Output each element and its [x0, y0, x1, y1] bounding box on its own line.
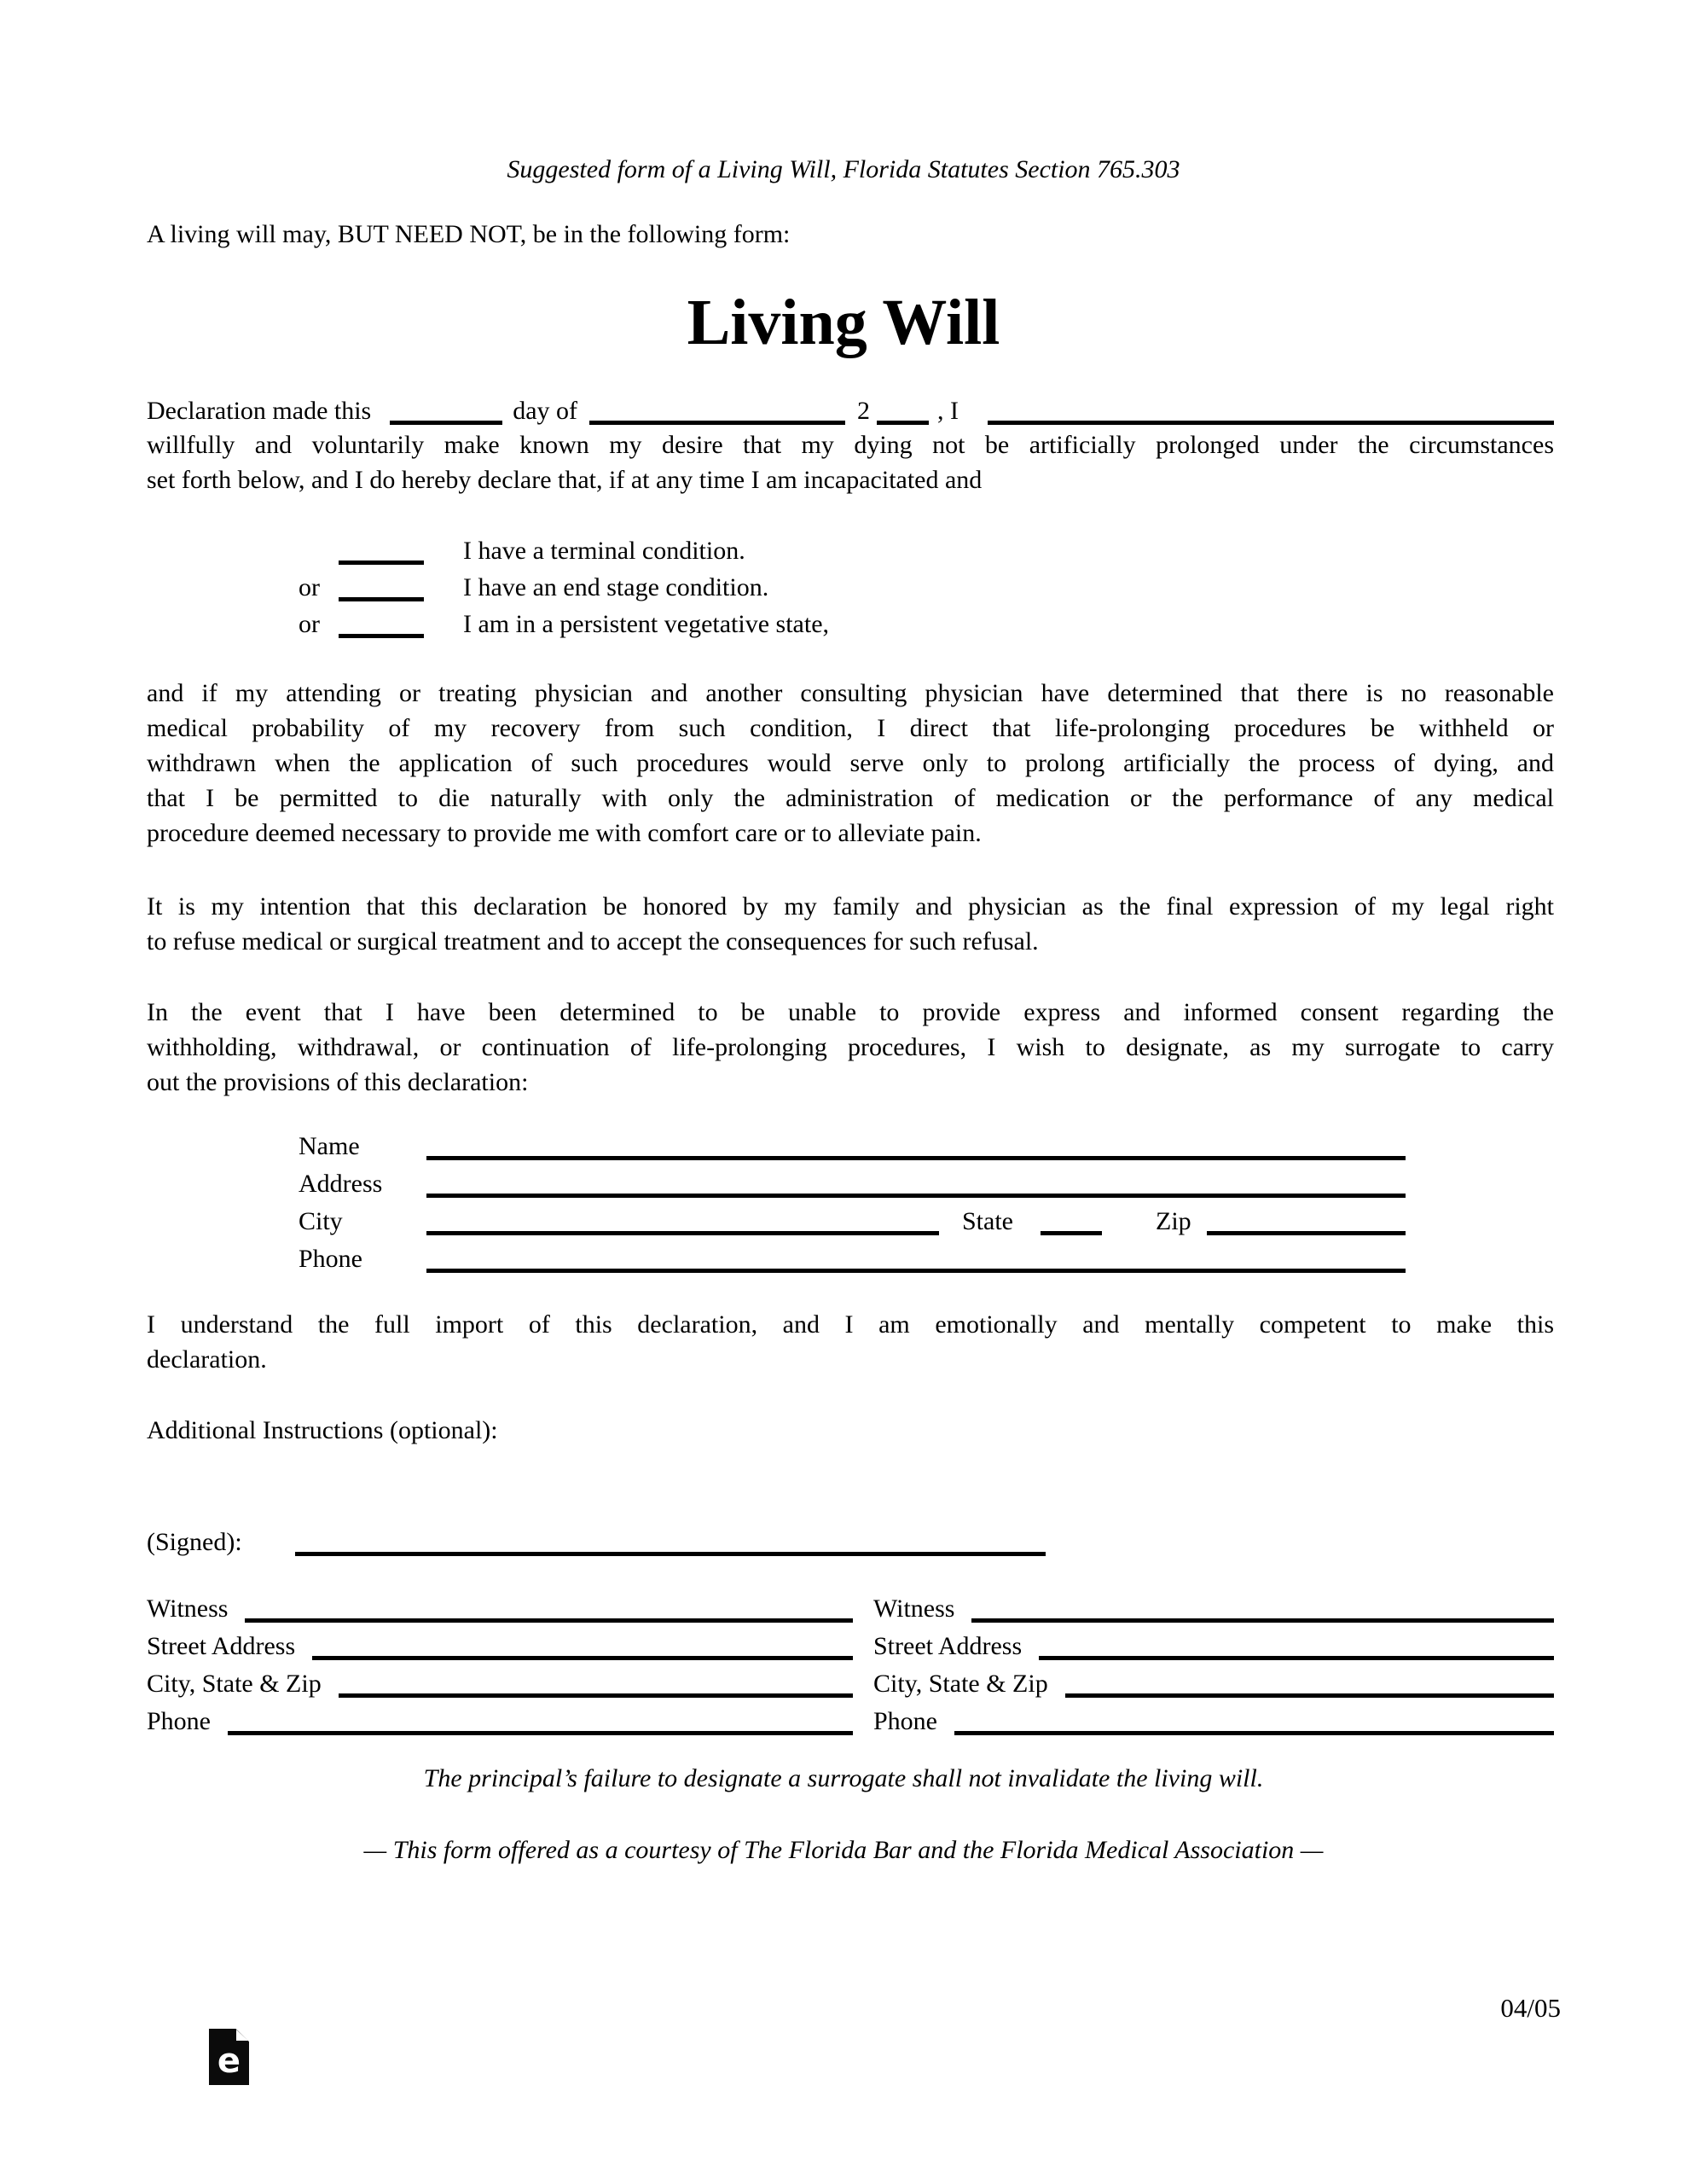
- witness2-city-field[interactable]: [1065, 1671, 1554, 1698]
- witness1-phone-field[interactable]: [228, 1709, 853, 1735]
- competency-line: I understand the full import of this declaration, and I am emotionally and mentally competent to make this: [147, 1310, 1554, 1339]
- footer-note-courtesy: — This form offered as a courtesy of The Florida Bar and the Florida Medical Association —: [363, 1836, 1324, 1864]
- witness1-city-row: [147, 1665, 853, 1703]
- witness1-name-row: [147, 1590, 853, 1628]
- condition-row-vegetative: [147, 606, 1554, 642]
- logo-letter: e: [217, 2042, 241, 2081]
- surrogate-name-row: [299, 1128, 1406, 1165]
- intro-text: A living will may, BUT NEED NOT, be in the following form:: [147, 220, 791, 248]
- witness1-city-field[interactable]: [339, 1671, 853, 1698]
- street-address-label: Street Address: [873, 1632, 1023, 1660]
- witness2-street-row: [873, 1628, 1554, 1665]
- surrogate-state-field[interactable]: [1041, 1209, 1102, 1235]
- determination-line: procedure deemed necessary to provide me with comfort care or to alleviate pain.: [147, 819, 982, 847]
- determination-line: withdrawn when the application of such procedures would serve only to prolong artificially the process of dying, and: [147, 749, 1554, 777]
- surrogate-fields-block: [299, 1128, 1406, 1278]
- condition-label: I am in a persistent vegetative state,: [463, 610, 830, 638]
- witness2-city-row: [873, 1665, 1554, 1703]
- signed-row: [147, 1524, 1554, 1561]
- condition-label: I have an end stage condition.: [463, 573, 769, 601]
- determination-line: and if my attending or treating physician and another consulting physician have determined that there is no reasonable: [147, 679, 1554, 707]
- address-label: Address: [299, 1170, 383, 1198]
- witness2-name-field[interactable]: [971, 1596, 1554, 1623]
- zip-label: Zip: [1156, 1207, 1191, 1235]
- witness-label: Witness: [147, 1594, 229, 1623]
- surrogate-line: out the provisions of this declaration:: [147, 1068, 529, 1096]
- witness1-phone-row: [147, 1703, 853, 1740]
- surrogate-city-field[interactable]: [426, 1209, 939, 1235]
- witness2-street-field[interactable]: [1039, 1634, 1554, 1660]
- intention-line: to refuse medical or surgical treatment and to accept the consequences for such refusal.: [147, 927, 1039, 956]
- determination-paragraph: [147, 676, 1554, 851]
- witness2-phone-field[interactable]: [954, 1709, 1554, 1735]
- competency-line: declaration.: [147, 1345, 267, 1374]
- determination-line: that I be permitted to die naturally with only the administration of medication or the performance of any medical: [147, 784, 1554, 812]
- day-blank-field[interactable]: [390, 398, 502, 425]
- surrogate-address-row: [299, 1165, 1406, 1203]
- comma-i-text: , I: [937, 397, 959, 425]
- city-state-zip-label: City, State & Zip: [873, 1670, 1048, 1698]
- witness2-phone-row: [873, 1703, 1554, 1740]
- header-note: Suggested form of a Living Will, Florida Statutes Section 765.303: [507, 155, 1180, 183]
- witness1-street-row: [147, 1628, 853, 1665]
- phone-label: Phone: [299, 1245, 362, 1273]
- condition-prefix: or: [299, 573, 320, 601]
- declaration-paragraph: [147, 392, 1554, 497]
- witness-column-1: [147, 1590, 853, 1740]
- witness-block: [147, 1590, 1554, 1740]
- condition-row-terminal: [147, 532, 1554, 569]
- condition-options: [147, 532, 1554, 642]
- terminal-condition-blank-field[interactable]: [339, 538, 424, 565]
- witness1-name-field[interactable]: [245, 1596, 853, 1623]
- phone-label: Phone: [873, 1707, 937, 1735]
- street-address-label: Street Address: [147, 1632, 296, 1660]
- surrogate-zip-field[interactable]: [1207, 1209, 1406, 1235]
- witness-label: Witness: [873, 1594, 955, 1623]
- name-label: Name: [299, 1132, 360, 1160]
- city-state-zip-label: City, State & Zip: [147, 1670, 322, 1698]
- witness2-name-row: [873, 1590, 1554, 1628]
- declarant-name-blank-field[interactable]: [988, 398, 1554, 425]
- eforms-logo-icon: [209, 2029, 249, 2085]
- declaration-line-1: [147, 392, 1554, 427]
- year-prefix-text: 2: [857, 397, 871, 425]
- signature-field[interactable]: [295, 1530, 1046, 1556]
- declaration-made-this-text: Declaration made this: [147, 397, 372, 425]
- witness1-street-field[interactable]: [312, 1634, 853, 1660]
- surrogate-address-field[interactable]: [426, 1171, 1406, 1198]
- version-stamp: 04/05: [1500, 1993, 1561, 2023]
- intention-line: It is my intention that this declaration be honored by my family and physician as the final expression of my legal right: [147, 892, 1554, 921]
- surrogate-name-field[interactable]: [426, 1134, 1406, 1160]
- competency-paragraph: [147, 1307, 1554, 1377]
- city-label: City: [299, 1207, 343, 1235]
- condition-label: I have a terminal condition.: [463, 537, 745, 565]
- month-blank-field[interactable]: [589, 398, 845, 425]
- form-title: Living Will: [687, 287, 1000, 358]
- surrogate-phone-field[interactable]: [426, 1246, 1406, 1273]
- intention-paragraph: [147, 889, 1554, 959]
- additional-instructions-label: Additional Instructions (optional):: [147, 1416, 498, 1444]
- vegetative-state-blank-field[interactable]: [339, 612, 424, 638]
- condition-row-end-stage: [147, 569, 1554, 606]
- condition-prefix: or: [299, 610, 320, 638]
- declaration-line-3: set forth below, and I do hereby declare that, if at any time I am incapacitated and: [147, 466, 983, 494]
- state-label: State: [962, 1207, 1013, 1235]
- end-stage-condition-blank-field[interactable]: [339, 575, 424, 601]
- declaration-line-2: willfully and voluntarily make known my desire that my dying not be artificially prolonged under the circumstances: [147, 431, 1554, 459]
- signed-label: (Signed):: [147, 1528, 242, 1556]
- surrogate-line: withholding, withdrawal, or continuation of life-prolonging procedures, I wish to designate, as my surrogate to carry: [147, 1033, 1554, 1061]
- day-of-text: day of: [513, 397, 578, 425]
- witness-column-2: [873, 1590, 1554, 1740]
- phone-label: Phone: [147, 1707, 211, 1735]
- surrogate-line: In the event that I have been determined to be unable to provide express and informed consent regarding the: [147, 998, 1554, 1026]
- footer-note-surrogate: The principal’s failure to designate a surrogate shall not invalidate the living will.: [423, 1764, 1264, 1792]
- surrogate-city-row: [299, 1203, 1406, 1240]
- surrogate-phone-row: [299, 1240, 1406, 1278]
- year-blank-field[interactable]: [877, 398, 929, 425]
- determination-line: medical probability of my recovery from such condition, I direct that life-prolonging procedures be withheld or: [147, 714, 1554, 742]
- surrogate-paragraph: [147, 995, 1554, 1100]
